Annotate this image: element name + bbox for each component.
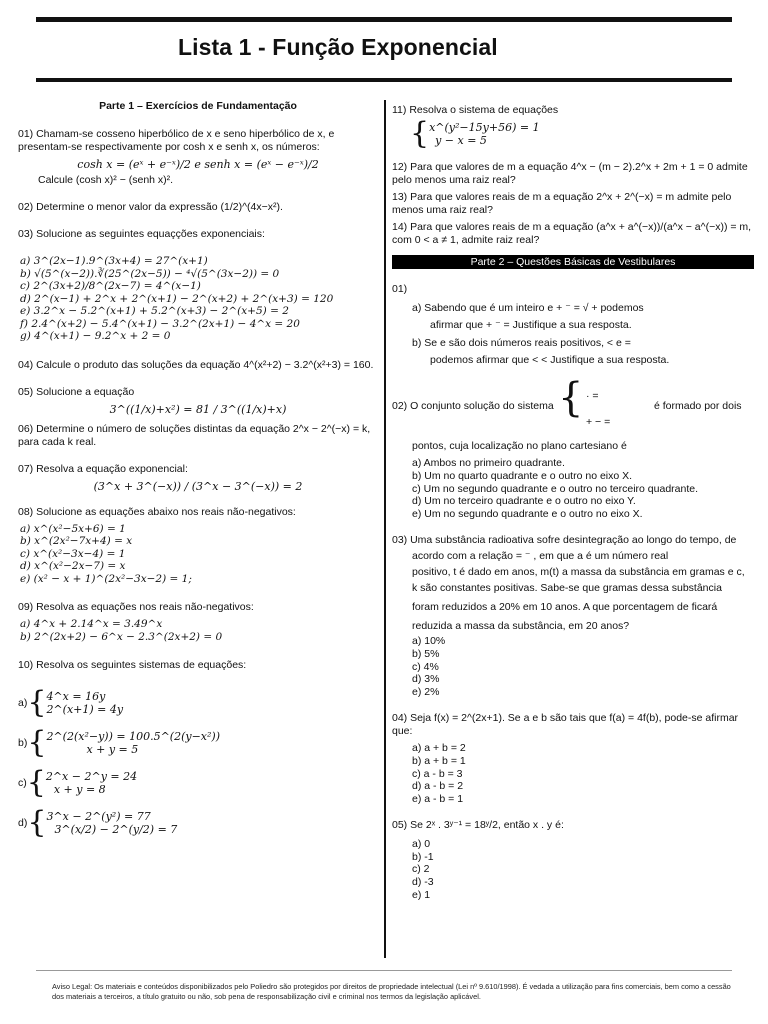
p2-q02-opt-c: c) Um no segundo quadrante e o outro no terceiro quadrante.: [412, 482, 699, 495]
question-05: 05) Solucione a equação: [18, 385, 135, 398]
p2-q05-opt-d: d) -3: [412, 876, 434, 889]
p2-q03-line3: positivo, t é dado em anos, m(t) a massa da substância em gramas e c,: [412, 566, 745, 579]
q08-item-b: b) x^(2x²−7x+4) = x: [20, 535, 133, 547]
q10-system-d: [18, 805, 378, 840]
p2-question-03: [392, 534, 754, 698]
q10-b-line2: x + y = 5: [86, 743, 139, 756]
column-separator: [384, 100, 386, 958]
q10-b-lines: [46, 730, 220, 756]
brace-a: {: [27, 685, 47, 720]
q08-item-c: c) x^(x²−3x−4) = 1: [20, 547, 126, 560]
left-column: [18, 100, 378, 840]
q10-system-c: [18, 765, 378, 800]
q09-item-a: a) 4^x + 2.14^x = 3.49^x: [20, 618, 163, 630]
q03-item-f: f) 2.4^(x+2) − 5.4^(x+1) − 3.2^(2x+1) − 4^x = 20: [20, 317, 300, 330]
question-10: 10) Resolva os seguintes sistemas de equações:: [18, 659, 247, 671]
p2-q02-sys2: + − =: [586, 416, 611, 429]
p2-q03-line4: k são constantes positivas. Sabe-se que gramas dessa substância: [412, 582, 722, 595]
brace-b: {: [27, 725, 47, 760]
p2-q03-line2: acordo com a relação = ⁻ , em que a é um número real: [412, 550, 669, 563]
p2-q04-opt-c: c) a - b = 3: [412, 767, 463, 780]
q03-item-d: d) 2^(x−1) + 2^x + 2^(x+1) − 2^(x+2) + 2^(x+3) = 120: [20, 292, 334, 305]
brace-c: {: [26, 765, 46, 800]
q10-system-a: [18, 685, 378, 720]
question-11: 11) Resolva o sistema de equações: [392, 104, 559, 116]
p2-q03-opt-c: c) 4%: [412, 660, 439, 673]
q10-a-label: a): [18, 696, 28, 709]
q10-system-b: [18, 725, 378, 760]
p2-q05-opt-e: e) 1: [412, 888, 431, 901]
p2-q03-opt-b: b) 5%: [412, 647, 440, 660]
question-04: 04) Calcule o produto das soluções da equação 4^(x²+2) − 3.2^(x²+3) = 160.: [18, 358, 374, 371]
p2-q04-opt-b: b) a + b = 1: [412, 754, 466, 767]
p2-q02-text: 02) O conjunto solução do sistema: [392, 400, 554, 413]
question-08-items: [18, 523, 378, 586]
p2-q02-opt-b: b) Um no quarto quadrante e o outro no eixo X.: [412, 469, 633, 482]
brace-11: {: [410, 116, 430, 151]
question-09: 09) Resolva as equações nos reais não-negativos:: [18, 601, 254, 613]
q09-item-b: b) 2^(2x+2) − 6^x − 2.3^(2x+2) = 0: [20, 630, 223, 643]
p2-q02-cont: pontos, cuja localização no plano cartesiano é: [412, 440, 627, 453]
q03-item-c: c) 2^(3x+2)/8^(2x−7) = 4^(x−1): [20, 280, 201, 292]
question-07: 07) Resolva a equação exponencial:: [18, 462, 188, 475]
question-01-equation: cosh x = (eˣ + e⁻ˣ)/2 e senh x = (eˣ − e⁻ˣ)/2: [77, 158, 319, 171]
p2-q02-opt-e: e) Um no segundo quadrante e o outro no eixo X.: [412, 507, 643, 520]
p2-question-02: [392, 375, 754, 429]
q11-line2: y − x = 5: [435, 134, 487, 147]
q10-b-line1: 2^(2(x²−y)) = 100.5^(2(y−x²)): [46, 730, 220, 743]
question-06: 06) Determine o número de soluções distintas da equação 2^x − 2^(−x) = k, para cada k real.: [18, 422, 371, 448]
question-05-equation: 3^((1/x)+x²) = 81 / 3^((1/x)+x): [109, 402, 287, 416]
right-column: [392, 104, 754, 901]
p2-q04-opt-e: e) a - b = 1: [412, 792, 464, 805]
q10-d-lines: [46, 810, 177, 836]
p2-q01-a-line2: afirmar que + ⁻ = Justifique a sua resposta.: [430, 318, 632, 331]
q10-a-line2: 2^(x+1) = 4y: [46, 703, 124, 716]
q03-item-e: e) 3.2^x − 5.2^(x+1) + 5.2^(x+3) − 2^(x+5) = 2: [20, 305, 289, 317]
p2-q02-opt-a: a) Ambos no primeiro quadrante.: [412, 457, 565, 470]
question-01: 01) Chamam-se cosseno hiperbólico de x e seno hiperbólico de x, e presentam-se respectivamente por cosh x e senh x, os números:: [18, 128, 335, 153]
p2-q03-opt-d: d) 3%: [412, 673, 440, 686]
q11-system: [392, 116, 754, 151]
question-07-equation: (3^x + 3^(−x)) / (3^x − 3^(−x)) = 2: [93, 479, 303, 493]
part1-heading: Parte 1 – Exercícios de Fundamentação: [99, 100, 297, 112]
q10-a-line1: 4^x = 16y: [46, 690, 106, 703]
q10-a-lines: [46, 690, 123, 716]
footer-rule: [36, 970, 732, 971]
p2-q04-opt-a: a) a + b = 2: [412, 742, 466, 755]
brace-d: {: [27, 805, 47, 840]
legal-notice: Aviso Legal: Os materiais e conteúdos disponibilizados pelo Poliedro são protegidos por direitos de propriedade intelectual (Lei nº 9.610/1998). É vedada a utilização para fins comerciais, bem como a cessão dos materiais a terceiros, a título gratuito ou não, sob pena de responsabilização civil e criminal nos termos da legislação aplicável.: [52, 982, 731, 1001]
q10-c-label: c): [18, 776, 27, 789]
p2-question-05: [392, 819, 754, 901]
p2-q05-opt-a: a) 0: [412, 838, 431, 851]
brace-p2q02: {: [558, 375, 584, 422]
title-underline: [36, 78, 732, 82]
question-14: 14) Para que valores reais de m a equação (a^x + a^(−x))/(a^x − a^(−x)) = m, com 0 < a ≠ 1, admite raiz real?: [392, 221, 752, 246]
question-01-tail: Calcule (cosh x)² − (senh x)².: [38, 174, 174, 186]
q10-d-label: d): [18, 816, 28, 829]
p2-q04-text: 04) Seja f(x) = 2^(2x+1). Se a e b são tais que f(a) = 4f(b), pode-se afirmar que:: [392, 712, 739, 738]
p2-q02-opt-d: d) Um no terceiro quadrante e o outro no eixo Y.: [412, 495, 636, 508]
p2-q03-opt-e: e) 2%: [412, 685, 440, 698]
p2-q03-line1: 03) Uma substância radioativa sofre desintegração ao longo do tempo, de: [392, 534, 737, 547]
p2-q04-opt-d: d) a - b = 2: [412, 780, 464, 793]
p2-question-04: [392, 712, 754, 805]
q03-item-b: b) √(5^(x−2)).∛(25^(2x−5)) − ⁴√(5^(3x−2)) = 0: [20, 267, 280, 280]
q11-line1: x^(y²−15y+56) = 1: [429, 121, 540, 134]
page-title: Lista 1 - Função Exponencial: [178, 34, 498, 60]
q03-item-a: a) 3^(2x−1).9^(3x+4) = 27^(x+1): [20, 255, 208, 267]
question-03-items: [18, 255, 378, 343]
p2-q02-tail: é formado por dois: [654, 400, 742, 413]
p2-q02-sys1: · =: [586, 390, 599, 403]
p2-q05-opt-b: b) -1: [412, 850, 434, 863]
q10-c-line1: 2^x − 2^y = 24: [45, 770, 138, 783]
q10-d-line2: 3^(x/2) − 2^(y/2) = 7: [54, 823, 178, 836]
q08-item-a: a) x^(x²−5x+6) = 1: [20, 522, 126, 535]
question-03: 03) Solucione as seguintes equaçções exponenciais:: [18, 228, 265, 240]
question-13: 13) Para que valores reais de m a equação 2^x + 2^(−x) = m admite pelo menos uma raiz real?: [392, 191, 732, 216]
p2-q05-opt-c: c) 2: [412, 863, 430, 876]
p2-q01-b-line1: b) Se e são dois números reais positivos, < e =: [412, 337, 631, 350]
q08-item-e: e) (x² − x + 1)^(2x²−3x−2) = 1;: [20, 572, 192, 585]
p2-q01-a-line1: a) Sabendo que é um inteiro e + ⁻ = √ + podemos: [412, 302, 644, 314]
q08-item-d: d) x^(x²−2x−7) = x: [20, 560, 126, 572]
q10-d-line1: 3^x − 2^(y²) = 77: [46, 810, 151, 823]
question-12: 12) Para que valores de m a equação 4^x − (m − 2).2^x + 2m + 1 = 0 admite pelo menos uma raiz real?: [392, 161, 748, 186]
part2-heading: Parte 2 – Questões Básicas de Vestibulares: [392, 255, 754, 269]
q03-item-g: g) 4^(x+1) − 9.2^x + 2 = 0: [20, 330, 171, 342]
p2-q02-options: [392, 457, 754, 520]
question-08: 08) Solucione as equações abaixo nos reais não-negativos:: [18, 505, 296, 518]
p2-question-01: 01): [392, 283, 408, 295]
p2-q05-text: 05) Se 2ˣ . 3ʸ⁻¹ = 18ʸ/2, então x . y é:: [392, 819, 564, 832]
p2-q03-line5: foram reduzidos a 20% em 10 anos. A que porcentagem de ficará: [412, 601, 718, 614]
p2-q01-b-line2: podemos afirmar que < < Justifique a sua resposta.: [430, 353, 670, 366]
p2-q03-line6: reduzida a massa da substância, em 20 anos?: [412, 620, 630, 633]
top-rule: [36, 17, 732, 22]
q11-lines: [429, 121, 539, 147]
question-02: 02) Determine o menor valor da expressão (1/2)^(4x−x²).: [18, 201, 283, 213]
p2-q03-opt-a: a) 10%: [412, 635, 446, 648]
q10-c-line2: x + y = 8: [53, 783, 106, 796]
q10-b-label: b): [18, 736, 28, 749]
q10-c-lines: [46, 770, 137, 796]
